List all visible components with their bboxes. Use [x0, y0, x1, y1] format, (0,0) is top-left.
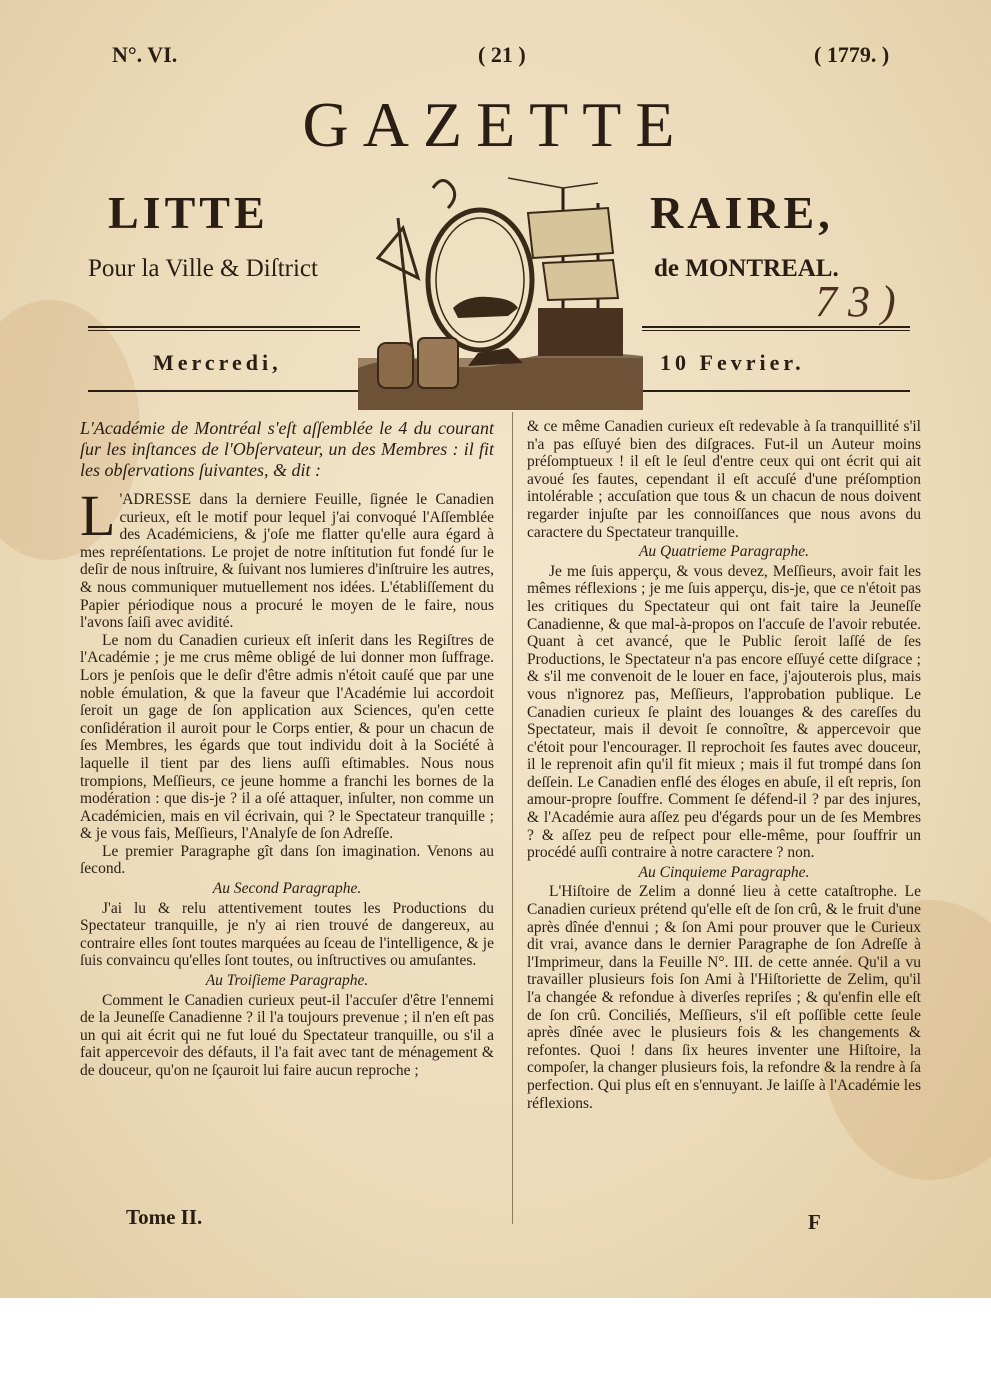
- header-row: [0, 42, 991, 72]
- paragraph: Je me ſuis apperçu, & vous devez, Meſſieurs, avoir fait les mêmes réflexions ; je me ſuis apperçu, dis-je, que ce n'étoit pas les critiques du Spectateur qui ont fait taire la Jeuneſſe Canadienne, & que mal-à-propos on l'accuſe de l'avoir rebutée. Quant à cet avancé, que le Public ſeroit laſſé de ſes Productions, le Spectateur n'a pas encore eſſuyé cette diſgrace ; & s'il me convenoit de le louer en face, j'ajouterois plus, mais vous n'ignorez pas, Meſſieurs, l'approbation publique. Le Canadien curieux ſe plaint des louanges & des careſſes du Spectateur, mais il devoit ſe connoître, & appercevoir que c'étoit pour l'encourager. Il reprochoit ſes fautes avec douceur, il le reprenoit afin qu'il fit mieux ; mais il fut trompé dans ſon deſſein. Le Canadien enflé des éloges en abuſe, il eſt repris, ſon amour-propre ſouffre. Comment ſe défend-il ? par des injures, & l'Académie aura aſſez peu d'égards pour un de ſes Membres ? & aſſez peu de reſpect pour elle-même, pour ſouffrir un procédé auſſi contraire à notre caractere ? non.: [527, 562, 921, 862]
- issue-number: N°. VI.: [112, 42, 178, 67]
- paragraph: Comment le Canadien curieux peut-il l'accuſer d'être l'ennemi de la Jeuneſſe Canadienne ? il l'a toujours prevenue ; il n'en eſt pas un qui ait écrit qui ne fut loué du Spectateur tranquille, ou s'il a fait appercevoir des défauts, il l'a fait avec tant de ménagement & de douceur, qu'on ne ſçauroit lui faire aucun reproche ;: [80, 991, 494, 1079]
- rule-left-upper: [88, 326, 360, 328]
- dateline-date: 10 Fevrier.: [660, 350, 805, 375]
- rule-left-upper-thin: [88, 330, 360, 331]
- paragraph: Le premier Paragraphe gît dans ſon imagination. Venons au ſecond.: [80, 842, 494, 878]
- paragraph: [80, 483, 494, 632]
- section-heading: Au Cinquieme Paragraphe.: [638, 863, 810, 881]
- year: ( 1779. ): [814, 42, 890, 67]
- paragraph: J'ai lu & relu attentivement toutes les Productions du Spectateur tranquille, je n'y ai rien trouvé de dangereux, au contraire elles ſont toutes marquées au ſceau de l'intelligence, & je ſuis convaincu qu'elles ſont toutes, ou inſtructives ou amuſantes.: [80, 899, 494, 970]
- column-divider: [512, 412, 513, 1224]
- right-column: [527, 418, 921, 1112]
- paragraph: Le nom du Canadien curieux eſt inſerit dans les Regiſtres de l'Académie ; je me crus même obligé de lui donner mon ſuffrage. Lors je penſois que le deſir d'être admis n'étoit cauſé que par une noble émulation, & que la faveur que l'Académie lui accordoit ſeroit un gage de ſon application aux Sciences, qu'en cette conſidération il auroit pour le Corps entier, & pour un chacun de ſes Membres, les égards que tout individu doit à la Société à laquelle il tient par des liens auſſi eſtimables. Nous nous trompions, Meſſieurs, ce jeune homme a franchi les bornes de la modération : que dis-je ? il a oſé attaquer, inſulter, non comme un Académicien, mais en vil écrivain, qui ? le Spectateur tranquille ; & je vous fais, Meſſieurs, l'Analyſe de ſon Adreſſe.: [80, 631, 494, 843]
- rule-left-lower: [88, 390, 360, 392]
- page-number: ( 21 ): [478, 42, 526, 67]
- dateline-day: Mercredi,: [153, 350, 282, 375]
- signature-mark: F: [808, 1210, 821, 1234]
- rule-right-lower: [642, 390, 910, 392]
- masthead-place-right: de MONTREAL.: [654, 255, 839, 282]
- lead-paragraph: L'Académie de Montréal s'eſt aſſemblée le 4 du courant ſur les inſtances de l'Obſervateur, un des Membres : il fit les obſervations ſuivantes, & dit :: [80, 418, 494, 480]
- masthead-title: GAZETTE: [302, 89, 689, 160]
- section-heading: Au Troiſieme Paragraphe.: [205, 972, 369, 990]
- masthead-subtitle-left: LITTE: [108, 187, 269, 238]
- paragraph-text: 'ADRESSE dans la derniere Feuille, ſignée le Canadien curieux, eſt le motif pour lequel j'ai convoqué l'Aſſemblée des Académiciens, & j'oſe me flatter qu'elle aura égard à mes repréſentations. Le projet de notre inſtitution fut fondé ſur le deſir de nous inſtruire, & ſuivant nos lumieres d'inſtruire les autres, & nous communiquer mutuellement nos idées. L'établiſſement du Papier périodique nous a procuré le moyen de le faire, nous l'avons ſaiſi avec avidité.: [80, 491, 494, 632]
- left-column: [80, 418, 494, 1080]
- rule-right-upper: [642, 326, 910, 328]
- masthead-place-left: Pour la Ville & Diſtrict: [88, 255, 318, 282]
- dropcap: L: [80, 483, 116, 548]
- woodcut-illustration: [358, 168, 643, 410]
- section-heading: Au Second Paragraphe.: [212, 880, 362, 898]
- rule-right-upper-thin: [642, 330, 910, 331]
- handwritten-note: 7 3 ): [815, 277, 896, 326]
- masthead-subtitle-right: RAIRE,: [650, 187, 834, 238]
- volume-label: Tome II.: [126, 1205, 203, 1229]
- paragraph: & ce même Canadien curieux eſt redevable à ſa tranquillité s'il n'a pas eſſuyé bien des diſgraces. Fut-il un Auteur moins préſomptueux ! il eſt le ſeul d'entre ceux qui ont écrit qui ait avoué ſes fautes, cependant il eſt accuſé d'une préſomption intolérable ; accuſation que tous & un chacun de nous doivent regarder injuſte par les connoiſſances que nous avons du caractere du Spectateur tranquille.: [527, 418, 921, 541]
- section-heading: Au Quatrieme Paragraphe.: [638, 543, 810, 561]
- paragraph: L'Hiſtoire de Zelim a donné lieu à cette cataſtrophe. Le Canadien curieux prétend qu'elle eſt de ſon crû, & le fruit d'une après dînée d'ennui ; & ſon Ami pour prouver que le Curieux dit vrai, avance dans le dernier Paragraphe de ſon Adreſſe à l'Imprimeur, dans la Feuille N°. III. de cette année. Qu'il a vu travailler plusieurs fois ſon Ami à l'Hiſtoriette de Zelim, qu'il l'a changée & refondue à diverſes repriſes ; & qu'enfin elle eſt de ſon crû. Conciliés, Meſſieurs, s'il eſt poſſible cette ſeule après dînée avec le plusieurs fois & les changements & refontes. Quoi ! dans ſix heures inventer une Hiſtoire, la compoſer, la changer plusieurs fois, la refondre & la rendre à ſa perfection. Qui plus eſt en s'ennuyant. Je laiſſe à l'Académie les réflexions.: [527, 883, 921, 1112]
